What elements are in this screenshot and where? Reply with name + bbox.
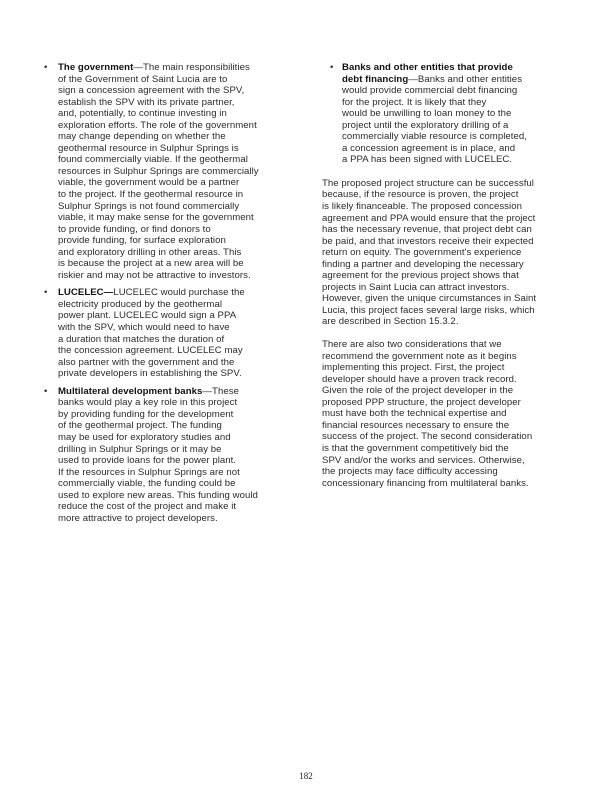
bullet-lucelec	[42, 287, 294, 379]
text-line: must have both the technical expertise and	[322, 408, 507, 420]
text-line: would be unwilling to loan money to the	[342, 108, 512, 120]
text-line: of the geothermal project. The funding	[58, 420, 222, 432]
text-line: success of the project. The second consideration	[322, 431, 533, 443]
bullet-multilateral-banks	[42, 386, 294, 525]
text-line: Multilateral development banks—These	[58, 385, 239, 397]
text-line: agreement for the previous project shows that	[322, 270, 519, 282]
bullet-government	[42, 62, 294, 281]
text-line: to provide funding, or find donors to	[58, 223, 211, 235]
text-line: return on equity. The government's experience	[322, 247, 522, 259]
text-line: by providing funding for the development	[58, 408, 234, 420]
text-line: The government—The main responsibilities	[58, 62, 250, 73]
paragraph-considerations	[322, 339, 580, 489]
text-line: reduce the cost of the project and make it	[58, 501, 237, 513]
text-line: to the project. If the geothermal resource in	[58, 189, 244, 201]
text-line: used to provide loans for the power plant.	[58, 455, 237, 467]
text-line: provide funding, for surface exploration	[58, 235, 226, 247]
text-line: recommend the government note as it begins	[322, 350, 517, 362]
text-line: used to explore new areas. This funding would	[58, 489, 258, 501]
text-line: commercially viable, the funding could be	[58, 478, 236, 490]
text-line: resources in Sulphur Springs are commercially	[58, 165, 259, 177]
text-line: is because the project at a new area will be	[58, 258, 244, 270]
bullet-term: LUCELEC—	[58, 287, 114, 299]
text-line: are described in Section 15.3.2.	[322, 316, 459, 328]
text-line: with the SPV, which would need to have	[58, 322, 230, 334]
text-line: agreement and PPA would ensure that the project	[322, 212, 536, 224]
bullet-term: Multilateral development banks	[58, 385, 203, 397]
page-number: 182	[299, 771, 313, 781]
text-line: banks would play a key role in this project	[58, 397, 238, 409]
text-line: financial resources necessary to ensure the	[322, 419, 510, 431]
bullet-debt-financing	[322, 62, 580, 166]
text-line: found commercially viable. If the geothermal	[58, 154, 248, 166]
text-line: riskier and may not be attractive to investors.	[58, 269, 251, 281]
paragraph-project-structure	[322, 178, 580, 328]
text-line: and exploratory drilling in other areas. This	[58, 246, 242, 258]
text-line: has the necessary revenue, that project debt can	[322, 224, 532, 236]
text-line: viable, the government would be a partner	[58, 177, 240, 189]
text-line: establish the SPV with its private partner,	[58, 96, 235, 108]
text-line: electricity produced by the geothermal	[58, 298, 223, 310]
text-line: LUCELEC—LUCELEC would purchase the	[58, 287, 245, 299]
bullet-term: debt financing	[342, 73, 409, 85]
text-line: developer should have a proven track record.	[322, 373, 517, 385]
text-line: a duration that matches the duration of	[58, 333, 225, 345]
text-line: implementing this project. First, the project	[322, 362, 505, 374]
text-line: SPV and/or the works and services. Otherwise,	[322, 454, 525, 466]
text-line: more attractive to project developers.	[58, 512, 218, 524]
text-line: may change depending on whether the	[58, 131, 226, 143]
bullet-term: The government	[58, 62, 134, 73]
left-column	[42, 62, 294, 530]
text-line: a concession agreement is in place, and	[342, 142, 516, 154]
text-line: sign a concession agreement with the SPV,	[58, 85, 245, 97]
text-line: may be used for exploratory studies and	[58, 431, 231, 443]
text-line: drilling in Sulphur Springs or it may be	[58, 443, 222, 455]
text-line: for the project. It is likely that they	[342, 96, 487, 108]
bullet-dot-icon: •	[44, 62, 48, 73]
text-line: concessionary financing from multilateral banks.	[322, 477, 529, 489]
text-line: is likely financeable. The proposed concession	[322, 201, 522, 213]
text-line: the concession agreement. LUCELEC may	[58, 345, 243, 357]
text-line: There are also two considerations that we	[322, 339, 502, 351]
text-line: the projects may face difficulty accessing	[322, 466, 498, 478]
text-line: The proposed project structure can be successful	[322, 177, 534, 189]
bullet-term: Banks and other entities that provide	[342, 62, 513, 73]
text-line: projects in Saint Lucia can attract investors.	[322, 281, 510, 293]
right-column	[322, 62, 580, 500]
bullet-dot-icon: •	[330, 62, 334, 73]
text-line: and, potentially, to continue investing in	[58, 108, 227, 120]
text-line: private developers in establishing the SPV.	[58, 368, 242, 380]
text-line: viable, it may make sense for the government	[58, 212, 254, 224]
text-line: would provide commercial debt financing	[342, 85, 518, 97]
text-line: also partner with the government and the	[58, 356, 235, 368]
text-line: proposed PPP structure, the project developer	[322, 396, 521, 408]
text-line: is that the government competitively bid the	[322, 442, 509, 454]
text-line: Lucia, this project faces several large risks, which	[322, 304, 535, 316]
text-line: project until the exploratory drilling of a	[342, 119, 509, 131]
right-bullet-list	[322, 62, 580, 166]
text-line: of the Government of Saint Lucia are to	[58, 73, 228, 85]
bullet-dot-icon: •	[44, 287, 48, 299]
text-line: debt financing—Banks and other entities	[342, 73, 523, 85]
text-line: exploration efforts. The role of the government	[58, 119, 257, 131]
text-line: because, if the resource is proven, the project	[322, 189, 519, 201]
text-line: Sulphur Springs is not found commercially	[58, 200, 240, 212]
text-line: power plant. LUCELEC would sign a PPA	[58, 310, 237, 322]
text-line: Given the role of the project developer in the	[322, 385, 514, 397]
text-line: geothermal resource in Sulphur Springs is	[58, 142, 239, 154]
text-line: commercially viable resource is completed,	[342, 131, 527, 143]
text-line: If the resources in Sulphur Springs are not	[58, 466, 240, 478]
text-line: be paid, and that investors receive their expected	[322, 235, 534, 247]
text-line: finding a partner and developing the necessary	[322, 258, 524, 270]
left-bullet-list	[42, 62, 294, 524]
bullet-dot-icon: •	[44, 385, 48, 397]
text-line: a PPA has been signed with LUCELEC.	[342, 154, 513, 166]
text-line: However, given the unique circumstances in Saint	[322, 293, 537, 305]
